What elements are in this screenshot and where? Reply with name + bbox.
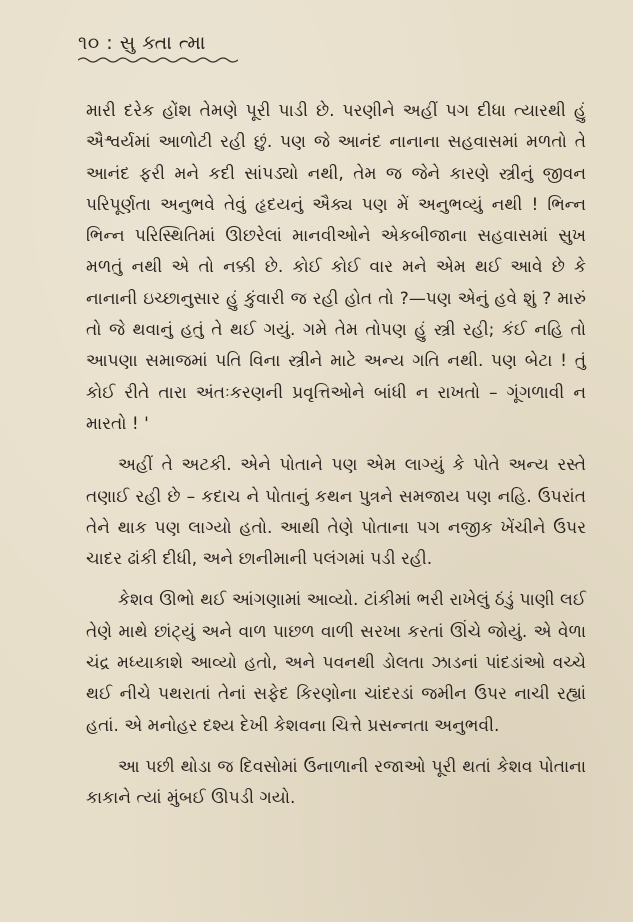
body-text xyxy=(86,96,586,825)
paragraph-2: અહીં તે અટકી. એને પોતાને પણ એમ લાગ્યું કે પોતે અન્ય રસ્તે તણાઈ રહી છે – કદાચ ને પોતાનું કથન પુત્રને સમજાય પણ નહિ. ઉપરાંત તેને થાક પણ લાગ્યો હતો. આથી તેણે પોતાના પગ નજીક ખેંચીને ઉપર ચાદર ઢાંકી દીધી, અને છાનીમાની પલંગમાં પડી રહી. xyxy=(86,455,586,570)
paragraph-1: મારી દરેક હોંશ તેમણે પૂરી પાડી છે. પરણીને અહીં પગ દીધા ત્યારથી હું ઐશ્વર્યમાં આળોટી રહી છું. પણ જે આનંદ નાનાના સહવાસમાં મળતો તે આનંદ ફરી મને કદી સાંપડ્યો નથી, તેમ જ જેને કારણે સ્ત્રીનું જીવન પરિપૂર્ણતા અનુભવે તેવું હૃદયનું ઐક્ય પણ મેં અનુભવ્યું નથી ! ભિન્ન ભિન્ન પરિસ્થિતિમાં ઊછરેલાં માનવીઓને એકબીજાના સહવાસમાં સુખ મળતું નથી એ તો નક્કી છે. કોઈ કોઈ વાર મને એમ થઈ આવે છે કે નાનાની ઇચ્છાનુસાર હું કુંવારી જ રહી હોત તો ?—પણ એનું હવે શું ? મારું તો જે થવાનું હતું તે થઈ ગયું. ગમે તેમ તોપણ હું સ્ત્રી રહી; કંઈ નહિ તો આપણા સમાજમાં પતિ વિના સ્ત્રીને માટે અન્ય ગતિ નથી. પણ બેટા ! તું કોઈ રીતે તારા અંતઃકરણની પ્રવૃત્તિઓને બાંધી ન રાખતો – ગૂંગળાવી ન મારતો ! ' xyxy=(86,101,586,434)
paragraph-4: આ પછી થોડા જ દિવસોમાં ઉનાળાની રજાઓ પૂરી થતાં કેશવ પોતાના કાકાને ત્યાં મુંબઈ ઊપડી ગયો. xyxy=(86,756,586,809)
running-head: ૧૦ : સુ ક્તા ત્મા xyxy=(78,32,206,54)
wavy-underline-ornament xyxy=(78,56,238,64)
page-header xyxy=(78,32,238,76)
paragraph-3: કેશવ ઊભો થઈ આંગણામાં આવ્યો. ટાંકીમાં ભરી રાખેલું ઠંડું પાણી લઈ તેણે માથે છાંટ્યું અને વાળ પાછળ વાળી સરખા કરતાં ઊંચે જોયું. એ વેળા ચંદ્ર મધ્યાકાશે આવ્યો હતો, અને પવનથી ડોલતા ઝાડનાં પાંદડાંઓ વચ્ચે થઈ નીચે પથરાતાં તેનાં સફેદ કિરણોના ચાંદરડાં જમીન ઉપર નાચી રહ્યાં હતાં. એ મનોહર દશ્ય દેખી કેશવના ચિત્તે પ્રસન્નતા અનુભવી. xyxy=(86,590,586,736)
